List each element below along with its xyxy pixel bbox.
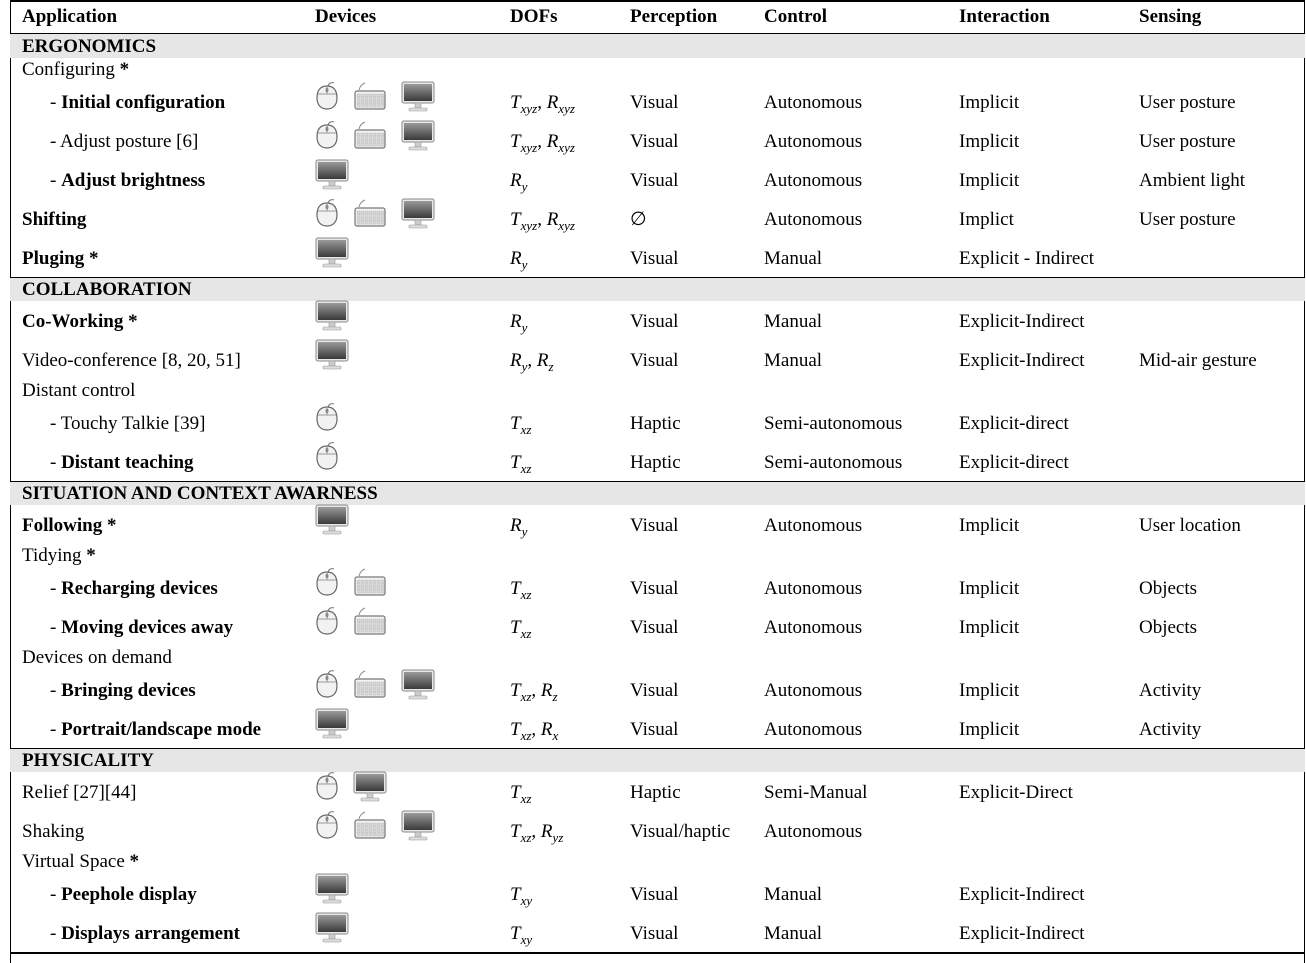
dof-axes: xyz (558, 100, 575, 116)
dofs-cell: $T_{xyz}$, $R_{xyz}$ (510, 209, 575, 233)
application-text: - (50, 617, 62, 638)
table-row (10, 607, 1305, 646)
dof-symbol: R (510, 515, 522, 536)
dof-symbol: R (546, 209, 559, 230)
control-cell: Autonomous (764, 719, 863, 740)
table-top-rule (10, 0, 1305, 2)
monitor-icon (315, 159, 349, 191)
devices-cell (315, 504, 349, 536)
dof-axes: xz (520, 829, 532, 845)
control-cell: Manual (764, 311, 823, 332)
control-cell: Autonomous (764, 578, 863, 599)
monitor-icon (401, 120, 435, 152)
table-row (10, 670, 1305, 709)
dof-axes: xz (520, 421, 532, 437)
dof-axes: xy (520, 931, 533, 947)
monitor-icon (315, 237, 349, 269)
application-name: Adjust brightness (61, 170, 206, 191)
sensing-cell: Ambient light (1139, 170, 1246, 191)
interaction-cell: Explicit - Indirect (959, 248, 1095, 269)
monitor-icon (401, 810, 435, 842)
interaction-cell: Explicit-Indirect (959, 923, 1085, 944)
keyboard-icon (353, 810, 387, 840)
devices-cell (315, 810, 435, 842)
group-label (22, 545, 96, 567)
table-row (10, 442, 1305, 481)
section-title: ERGONOMICS (22, 36, 157, 57)
dofs-cell: $T_{xz}$, $R_x$ (510, 719, 559, 743)
control-cell: Manual (764, 350, 823, 371)
interaction-cell: Explicit-Indirect (959, 350, 1085, 371)
interaction-cell: Implicit (959, 719, 1020, 740)
table-row (10, 301, 1305, 340)
table-row (10, 505, 1305, 544)
dof-symbol: R (546, 92, 559, 113)
dofs-cell (510, 617, 531, 645)
header-dofs: DOFs (510, 6, 558, 27)
dof-symbol: R (510, 248, 522, 269)
table-row (10, 121, 1305, 160)
dof-axes: y (521, 319, 528, 335)
dof-symbol: T (510, 782, 521, 803)
dof-axes: xy (520, 892, 533, 908)
perception-cell: Visual (630, 515, 679, 536)
application-cell (50, 170, 205, 192)
monitor-icon (315, 912, 349, 944)
header-application: Application (22, 6, 118, 27)
application-text: - Adjust posture [6] (50, 131, 199, 152)
devices-cell (315, 81, 435, 113)
monitor-icon (315, 339, 349, 371)
dof-symbol: R (546, 131, 559, 152)
header-sensing: Sensing (1139, 6, 1202, 27)
control-cell: Manual (764, 923, 823, 944)
devices-cell (315, 120, 435, 152)
devices-cell (315, 873, 349, 905)
dof-symbol: T (510, 617, 521, 638)
perception-cell: Visual (630, 680, 679, 701)
sensing-cell: Activity (1139, 680, 1202, 701)
dof-axes: xz (520, 727, 532, 743)
application-text: Video-conference [8, 20, 51] (22, 350, 241, 371)
dof-symbol: R (510, 170, 522, 191)
table-row (10, 811, 1305, 850)
mouse-icon (315, 810, 339, 840)
dof-axes: y (521, 256, 528, 272)
section-title: COLLABORATION (22, 279, 192, 300)
application-cell (50, 719, 261, 741)
dofs-cell: $T_{xyz}$, $R_{xyz}$ (510, 92, 575, 116)
dof-axes: xyz (520, 139, 538, 155)
table-row (10, 160, 1305, 199)
devices-cell (315, 771, 387, 803)
keyboard-icon (353, 81, 387, 111)
sensing-cell: Objects (1139, 617, 1198, 638)
perception-cell: ∅ (630, 209, 647, 230)
table-row (10, 913, 1305, 952)
perception-cell: Visual (630, 617, 679, 638)
application-name: Recharging devices (61, 578, 218, 599)
keyboard-icon (353, 567, 387, 597)
application-cell (22, 515, 116, 537)
dof-axes: xz (520, 625, 532, 641)
monitor-icon (315, 708, 349, 740)
sensing-cell: User posture (1139, 92, 1236, 113)
control-cell: Autonomous (764, 92, 863, 113)
dof-axes: z (548, 358, 554, 374)
table-bottom-rule (10, 952, 1305, 954)
application-cell (50, 884, 197, 906)
application-text: Relief [27][44] (22, 782, 137, 803)
application-cell (22, 782, 136, 804)
mouse-icon (315, 606, 339, 636)
mouse-icon (315, 198, 339, 228)
perception-cell: Visual (630, 884, 679, 905)
section-rule (10, 748, 1305, 749)
dof-axes: xyz (520, 100, 538, 116)
application-cell (50, 617, 233, 639)
application-text: - (50, 884, 62, 905)
application-name: Portrait/landscape mode (61, 719, 262, 740)
section-band (10, 748, 1305, 772)
table-row (10, 874, 1305, 913)
perception-cell: Visual/haptic (630, 821, 731, 842)
application-text: - (50, 923, 62, 944)
dofs-cell (510, 311, 527, 339)
application-name: Shifting (22, 209, 87, 230)
control-cell: Autonomous (764, 821, 863, 842)
control-cell: Manual (764, 248, 823, 269)
application-name: Moving devices away (61, 617, 234, 638)
perception-cell: Visual (630, 170, 679, 191)
sensing-cell: User posture (1139, 209, 1236, 230)
dof-symbol: T (510, 92, 521, 113)
control-cell: Autonomous (764, 617, 863, 638)
application-cell (50, 131, 198, 153)
dofs-cell (510, 452, 531, 480)
mouse-icon (315, 120, 339, 150)
perception-cell: Visual (630, 923, 679, 944)
control-cell: Autonomous (764, 170, 863, 191)
application-text: Distant control (22, 380, 136, 401)
dof-symbol: R (510, 350, 522, 371)
application-cell (22, 821, 84, 843)
dofs-cell: $T_{xz}$, $R_z$ (510, 680, 558, 704)
perception-cell: Visual (630, 248, 679, 269)
dof-symbol: R (540, 821, 553, 842)
mouse-icon (315, 81, 339, 111)
section-band (10, 277, 1305, 301)
table-row (10, 238, 1305, 277)
dof-symbol: T (510, 452, 521, 473)
dof-axes: xyz (558, 217, 575, 233)
control-cell: Semi-Manual (764, 782, 868, 803)
sensing-cell: Objects (1139, 578, 1198, 599)
perception-cell: Haptic (630, 413, 681, 434)
group-label (22, 59, 129, 81)
devices-cell (315, 237, 349, 269)
monitor-icon (315, 300, 349, 332)
sensing-cell: Activity (1139, 719, 1202, 740)
devices-cell (315, 708, 349, 740)
application-name: * (86, 545, 96, 566)
interaction-cell: Explicit-Indirect (959, 311, 1085, 332)
dof-symbol: T (510, 131, 521, 152)
dof-symbol: R (510, 311, 522, 332)
application-text: Shaking (22, 821, 85, 842)
dofs-cell: $R_y$, $R_z$ (510, 350, 554, 374)
dof-axes: x (552, 727, 559, 743)
group-label (22, 647, 172, 669)
dofs-cell: $T_{xyz}$, $R_{xyz}$ (510, 131, 575, 155)
dof-symbol: R (540, 680, 553, 701)
application-name: Displays arrangement (61, 923, 240, 944)
application-cell (22, 350, 241, 372)
interaction-cell: Explicit-Indirect (959, 884, 1085, 905)
application-name: Bringing devices (61, 680, 196, 701)
group-label (22, 380, 135, 402)
mouse-icon (315, 567, 339, 597)
monitor-icon (353, 771, 387, 803)
dof-symbol: T (510, 719, 521, 740)
dof-axes: xz (520, 688, 532, 704)
keyboard-icon (353, 606, 387, 636)
interaction-cell: Implicit (959, 131, 1020, 152)
control-cell: Autonomous (764, 131, 863, 152)
dofs-cell (510, 515, 527, 543)
dof-symbol: T (510, 923, 521, 944)
application-name: Following * (22, 515, 117, 536)
section-rule (10, 277, 1305, 278)
dof-symbol: T (510, 209, 521, 230)
devices-cell (315, 441, 339, 471)
interaction-cell: Implicit (959, 515, 1020, 536)
perception-cell: Visual (630, 131, 679, 152)
table-row (10, 199, 1305, 238)
group-label (22, 851, 139, 873)
perception-cell: Visual (630, 578, 679, 599)
mouse-icon (315, 402, 339, 432)
application-name: Co-Working * (22, 311, 138, 332)
dof-axes: z (552, 688, 558, 704)
dofs-cell (510, 923, 532, 951)
mouse-icon (315, 441, 339, 471)
interaction-cell: Explicit-direct (959, 452, 1069, 473)
control-cell: Semi-autonomous (764, 413, 903, 434)
dof-symbol: T (510, 884, 521, 905)
interaction-cell: Implicit (959, 578, 1020, 599)
control-cell: Manual (764, 884, 823, 905)
keyboard-icon (353, 198, 387, 228)
dofs-cell (510, 170, 527, 198)
application-cell (50, 452, 194, 474)
devices-cell (315, 606, 387, 636)
perception-cell: Visual (630, 719, 679, 740)
table-row (10, 82, 1305, 121)
table-row (10, 403, 1305, 442)
sensing-cell: User posture (1139, 131, 1236, 152)
interaction-cell: Implicit (959, 170, 1020, 191)
devices-cell (315, 339, 349, 371)
interaction-cell: Implict (959, 209, 1014, 230)
dof-axes: xz (520, 460, 532, 476)
application-text: - (50, 92, 62, 113)
devices-cell (315, 669, 435, 701)
perception-cell: Visual (630, 92, 679, 113)
dofs-cell (510, 884, 532, 912)
dof-symbol: T (510, 413, 521, 434)
application-cell (22, 248, 99, 270)
dof-axes: y (521, 358, 528, 374)
perception-cell: Visual (630, 350, 679, 371)
mouse-icon (315, 771, 339, 801)
control-cell: Autonomous (764, 209, 863, 230)
application-text: Devices on demand (22, 647, 172, 668)
application-cell (22, 209, 86, 231)
application-text: - (50, 719, 62, 740)
dof-symbol: T (510, 578, 521, 599)
interaction-cell: Explicit-direct (959, 413, 1069, 434)
monitor-icon (401, 669, 435, 701)
dof-axes: xz (520, 790, 532, 806)
dof-axes: xz (520, 586, 532, 602)
application-name: Distant teaching (61, 452, 194, 473)
table-row (10, 709, 1305, 748)
interaction-cell: Explicit-Direct (959, 782, 1073, 803)
application-text: - Touchy Talkie [39] (50, 413, 206, 434)
devices-cell (315, 912, 349, 944)
application-text: Tidying (22, 545, 87, 566)
interaction-cell: Implicit (959, 92, 1020, 113)
dofs-cell (510, 413, 531, 441)
mouse-icon (315, 669, 339, 699)
application-text: - (50, 680, 62, 701)
application-text: - (50, 170, 62, 191)
application-cell (50, 413, 205, 435)
dof-symbol: R (540, 719, 553, 740)
devices-cell (315, 402, 339, 432)
application-cell (50, 680, 196, 702)
application-name: Pluging * (22, 248, 99, 269)
control-cell: Semi-autonomous (764, 452, 903, 473)
interaction-cell: Implicit (959, 617, 1020, 638)
devices-cell (315, 198, 435, 230)
monitor-icon (401, 198, 435, 230)
table-row (10, 568, 1305, 607)
application-name: Initial configuration (61, 92, 226, 113)
dof-symbol: T (510, 821, 521, 842)
perception-cell: Haptic (630, 782, 681, 803)
dofs-cell: $T_{xz}$, $R_{yz}$ (510, 821, 564, 845)
dof-axes: xyz (520, 217, 538, 233)
application-text: - (50, 452, 62, 473)
application-name: * (119, 59, 130, 80)
application-cell (50, 92, 225, 114)
application-cell (50, 578, 218, 600)
devices-cell (315, 567, 387, 597)
dof-symbol: T (510, 680, 521, 701)
dofs-cell (510, 578, 531, 606)
dof-axes: y (521, 178, 528, 194)
header-control: Control (764, 6, 827, 27)
perception-cell: Haptic (630, 452, 681, 473)
application-text: - (50, 578, 62, 599)
perception-cell: Visual (630, 311, 679, 332)
section-title: SITUATION AND CONTEXT AWARNESS (22, 483, 378, 504)
application-cell (22, 311, 138, 333)
application-cell (50, 923, 240, 945)
sensing-cell: User location (1139, 515, 1241, 536)
application-name: Peephole display (61, 884, 197, 905)
dofs-cell (510, 248, 527, 276)
application-text: Configuring (22, 59, 120, 80)
application-name: * (129, 851, 140, 872)
header-interaction: Interaction (959, 6, 1050, 27)
devices-cell (315, 300, 349, 332)
sensing-cell: Mid-air gesture (1139, 350, 1257, 371)
keyboard-icon (353, 669, 387, 699)
control-cell: Autonomous (764, 515, 863, 536)
header-perception: Perception (630, 6, 718, 27)
application-text: Virtual Space (22, 851, 130, 872)
monitor-icon (315, 504, 349, 536)
monitor-icon (315, 873, 349, 905)
header-devices: Devices (315, 6, 377, 27)
dof-symbol: R (536, 350, 549, 371)
section-title: PHYSICALITY (22, 750, 154, 771)
control-cell: Autonomous (764, 680, 863, 701)
section-rule (10, 481, 1305, 482)
dofs-cell (510, 782, 531, 810)
dof-axes: yz (552, 829, 564, 845)
devices-cell (315, 159, 349, 191)
applications-table (10, 0, 1305, 963)
keyboard-icon (353, 120, 387, 150)
interaction-cell: Implicit (959, 680, 1020, 701)
section-band (10, 34, 1305, 58)
dof-axes: y (521, 523, 528, 539)
table-row (10, 772, 1305, 811)
dof-axes: xyz (558, 139, 575, 155)
monitor-icon (401, 81, 435, 113)
table-row (10, 340, 1305, 379)
